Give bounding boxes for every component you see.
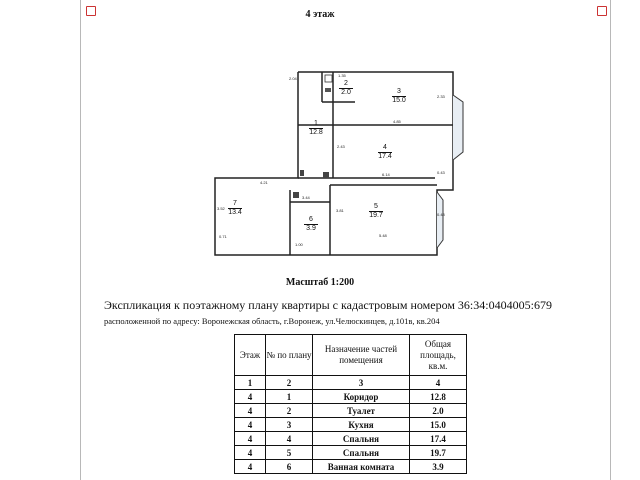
- table-cell: 17.4: [410, 432, 467, 446]
- table-header-row: [235, 335, 467, 376]
- room-2-label: 2 2.0: [339, 80, 353, 97]
- table-cell: Туалет: [313, 404, 410, 418]
- table-cell: 4: [235, 446, 266, 460]
- table-cell: 5: [266, 446, 313, 460]
- address-line: расположенной по адресу: Воронежская область, г.Воронеж, ул.Челюскинцев, д.101в, кв.204: [104, 316, 440, 326]
- floor-plan-drawing: [205, 60, 465, 265]
- table-cell: 3.9: [410, 460, 467, 474]
- dimension-label: 0.71: [219, 234, 227, 239]
- dimension-label: 6.14: [382, 172, 390, 177]
- page-border-right: [610, 0, 611, 480]
- header-floor: Этаж: [235, 335, 266, 376]
- table-cell: 4: [235, 404, 266, 418]
- table-cell: 1: [266, 390, 313, 404]
- room-4-label: 4 17.4: [378, 144, 392, 160]
- table-cell: 2: [266, 376, 313, 390]
- dimension-label: 3.44: [302, 195, 310, 200]
- table-cell: 2.0: [410, 404, 467, 418]
- dimension-label: 0.43: [437, 170, 445, 175]
- header-plan-number: № по плану: [266, 335, 313, 376]
- dimension-label: 1.35: [338, 73, 346, 78]
- table-cell: Спальня: [313, 432, 410, 446]
- table-cell: Ванная комната: [313, 460, 410, 474]
- table-cell: 4: [235, 432, 266, 446]
- table-row: [235, 390, 467, 404]
- dimension-label: 3.52: [217, 206, 225, 211]
- header-purpose: Назначение частей помещения: [313, 335, 410, 376]
- dimension-label: 4.85: [393, 119, 401, 124]
- table-cell: Кухня: [313, 418, 410, 432]
- page-border-left: [80, 0, 81, 480]
- table-cell: 19.7: [410, 446, 467, 460]
- table-row: [235, 418, 467, 432]
- table-row: [235, 404, 467, 418]
- table-cell: 12.8: [410, 390, 467, 404]
- dimension-label: 5.48: [379, 233, 387, 238]
- dimension-label: 2.43: [337, 144, 345, 149]
- room-1-label: 1 12.8: [309, 120, 323, 136]
- header-area: Общая площадь, кв.м.: [410, 335, 467, 376]
- table-cell: 4: [410, 376, 467, 390]
- table-row: [235, 432, 467, 446]
- floor-plan: [205, 60, 465, 265]
- dimension-label: 2.33: [437, 94, 445, 99]
- room-3-label: 3 15.0: [392, 88, 406, 104]
- scale-label: Масштаб 1:200: [285, 277, 355, 288]
- dimension-label: 4.21: [260, 180, 268, 185]
- table-cell: 3: [313, 376, 410, 390]
- table-cell: 4: [266, 432, 313, 446]
- floor-title: 4 этаж: [305, 9, 335, 20]
- dimension-label: 0.43: [437, 212, 445, 217]
- table-cell: 4: [235, 418, 266, 432]
- room-6-label: 6 3.9: [304, 216, 318, 233]
- table-cell: Спальня: [313, 446, 410, 460]
- table-index-row: [235, 376, 467, 390]
- table-cell: 15.0: [410, 418, 467, 432]
- table-cell: 3: [266, 418, 313, 432]
- dimension-label: 2.04: [289, 76, 297, 81]
- table-cell: 4: [235, 390, 266, 404]
- table-cell: 1: [235, 376, 266, 390]
- table-row: [235, 460, 467, 474]
- table-cell: Коридор: [313, 390, 410, 404]
- explication-table: [234, 334, 467, 474]
- dimension-label: 1.00: [295, 242, 303, 247]
- table-cell: 2: [266, 404, 313, 418]
- explication-heading: Экспликация к поэтажному плану квартиры с кадастровым номером 36:34:0404005:679: [104, 298, 552, 312]
- table-row: [235, 446, 467, 460]
- table-cell: 6: [266, 460, 313, 474]
- table-cell: 4: [235, 460, 266, 474]
- dimension-label: 3.81: [336, 208, 344, 213]
- room-5-label: 5 19.7: [369, 203, 383, 219]
- room-7-label: 7 13.4: [228, 200, 242, 216]
